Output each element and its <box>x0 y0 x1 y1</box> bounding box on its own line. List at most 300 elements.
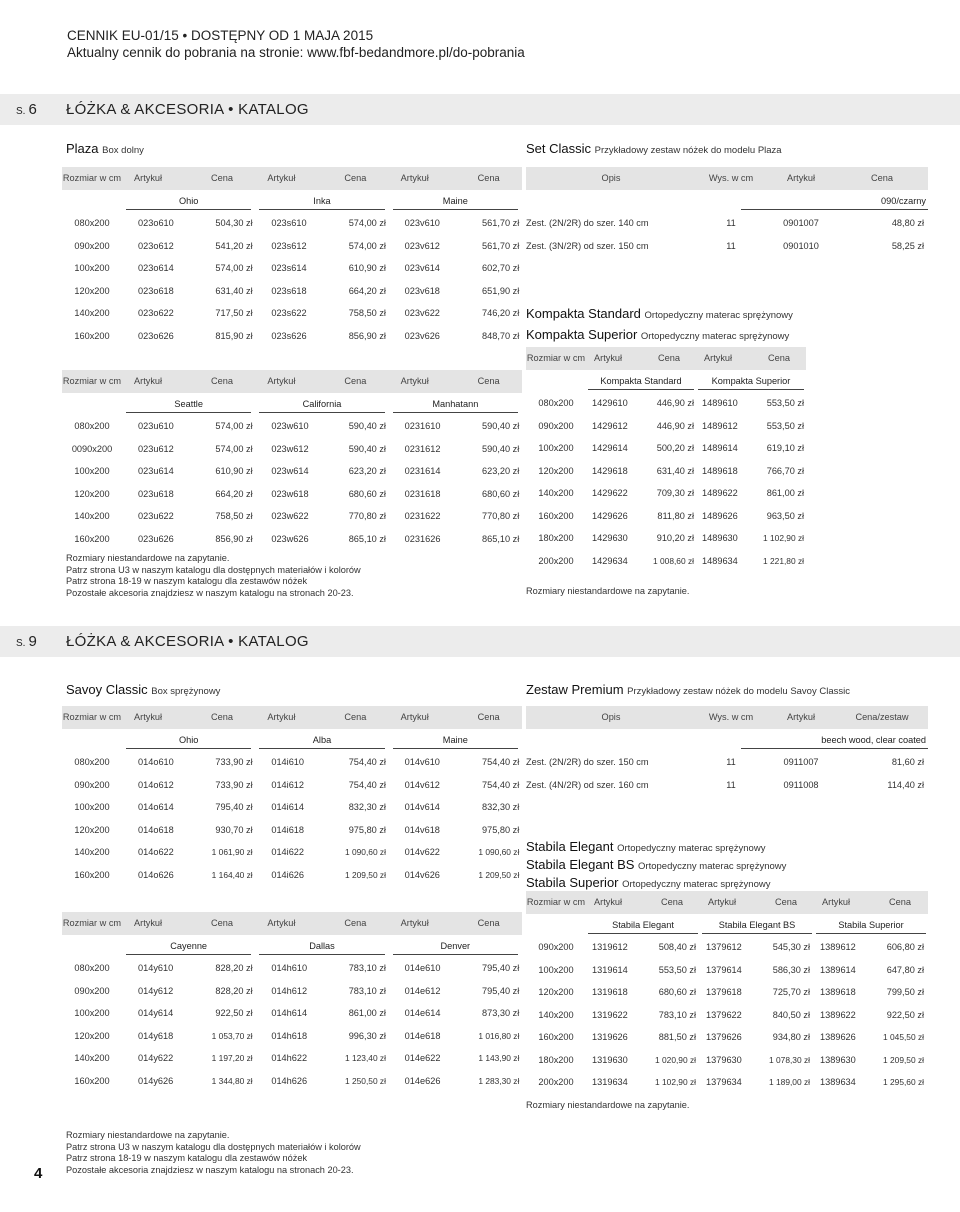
table-group-row <box>62 729 522 752</box>
table-row <box>526 1049 928 1072</box>
table-cell: 140x200 <box>74 847 110 858</box>
product-name: Set Classic <box>526 141 592 156</box>
page-number: 4 <box>34 1165 43 1182</box>
table-cell: Alba <box>312 734 332 745</box>
table-row <box>526 527 806 550</box>
table-cell: 1 016,80 zł <box>478 1030 520 1041</box>
table-cell: Zest. (3N/2R) od szer. 150 cm <box>526 240 649 251</box>
table-cell: 120x200 <box>538 465 574 476</box>
table-cell: 815,90 zł <box>215 330 253 341</box>
table-cell: 023w618 <box>271 488 309 499</box>
price-table <box>62 706 522 886</box>
table-cell: 446,90 zł <box>656 398 694 409</box>
table-cell: 1489634 <box>702 555 738 566</box>
table-cell: 1389614 <box>820 964 856 975</box>
table-row <box>526 437 806 460</box>
table-cell: 023v622 <box>404 308 440 319</box>
table-cell: 014v610 <box>404 757 440 768</box>
group-underline <box>126 209 251 210</box>
table-cell: 680,60 zł <box>658 987 696 998</box>
table-cell: 664,20 zł <box>348 285 386 296</box>
table-cell: 014h618 <box>271 1030 308 1041</box>
table-row <box>62 796 522 819</box>
table-cell: 023s614 <box>271 263 307 274</box>
table-cell: 014o626 <box>138 869 174 880</box>
header-line-2: Aktualny cennik do pobrania na stronie: www.fbf-bedandmore.pl/do-pobrania <box>67 45 525 60</box>
table-cell: 1389618 <box>820 987 856 998</box>
table-cell: 023s622 <box>271 308 307 319</box>
table-cell: 553,50 zł <box>766 398 804 409</box>
table-cell: 1429612 <box>592 420 628 431</box>
table-cell: Cena <box>477 712 500 723</box>
table-row <box>526 392 806 415</box>
table-cell: 680,60 zł <box>348 488 386 499</box>
table-cell: 014y612 <box>138 985 174 996</box>
table-cell: Kompakta Superior <box>711 375 791 386</box>
table-cell: Wys. w cm <box>708 712 754 723</box>
table-cell: 100x200 <box>74 802 110 813</box>
table-cell: 090/czarny <box>881 195 926 206</box>
product-subtitle: Przykładowy zestaw nóżek do modelu Savoy Classic <box>627 686 850 697</box>
table-header-row <box>526 706 928 729</box>
table-cell: 080x200 <box>74 757 110 768</box>
table-cell: 160x200 <box>74 1075 110 1086</box>
table-cell: Maine <box>442 734 468 745</box>
table-cell: Stabila Elegant <box>612 919 674 930</box>
table-cell: 014i612 <box>271 779 305 790</box>
table-cell: 1429630 <box>592 533 628 544</box>
table-cell: beech wood, clear coated <box>821 734 926 745</box>
table-cell: 590,40 zł <box>482 443 520 454</box>
table-cell: 610,90 zł <box>348 263 386 274</box>
product-subtitle: Box dolny <box>102 145 144 156</box>
table-cell: 023w614 <box>271 466 309 477</box>
table-cell: 832,30 zł <box>348 802 386 813</box>
table-cell: 0901010 <box>783 240 819 251</box>
stabila-elegant-bs-title <box>526 857 786 872</box>
table-group-row <box>526 190 928 213</box>
table-row <box>62 774 522 797</box>
notes-page-9 <box>66 1130 361 1176</box>
table-cell: 1379618 <box>706 987 742 998</box>
table-header-row <box>526 167 928 190</box>
table-row <box>62 841 522 864</box>
table-cell: 610,90 zł <box>215 466 253 477</box>
table-cell: 783,10 zł <box>348 985 386 996</box>
table-cell: Cena <box>344 918 367 929</box>
table-cell: 090x200 <box>538 420 574 431</box>
table-cell: Artykuł <box>704 353 733 364</box>
table-row <box>62 302 522 325</box>
product-subtitle: Ortopedyczny materac sprężynowy <box>617 843 766 854</box>
table-cell: 1 045,50 zł <box>883 1032 924 1043</box>
table-header-row <box>62 370 522 393</box>
table-cell: 811,80 zł <box>657 510 694 521</box>
group-underline <box>259 209 384 210</box>
table-cell: 140x200 <box>74 1053 110 1064</box>
table-cell: 795,40 zł <box>482 963 520 974</box>
table-group-row <box>62 190 522 213</box>
table-group-row <box>62 393 522 416</box>
note-line: Rozmiary niestandardowe na zapytanie. <box>66 1130 230 1140</box>
table-cell: 023w610 <box>271 421 309 432</box>
table-cell: 799,50 zł <box>886 987 924 998</box>
table-cell: Rozmiar w cm <box>62 712 122 723</box>
table-cell: Artykuł <box>400 173 429 184</box>
table-cell: Rozmiar w cm <box>62 918 122 929</box>
table-cell: 023o622 <box>138 308 174 319</box>
table-cell: 200x200 <box>538 555 574 566</box>
table-cell: 1 209,50 zł <box>478 869 520 880</box>
table-row <box>526 959 928 982</box>
table-cell: 606,80 zł <box>886 942 924 953</box>
mattress-table <box>526 891 928 1094</box>
table-cell: Opis <box>601 712 621 723</box>
table-cell: 865,10 zł <box>348 533 386 544</box>
table-cell: 0231626 <box>404 533 441 544</box>
table-cell: 014v612 <box>404 779 440 790</box>
table-cell: Cayenne <box>170 940 208 951</box>
table-cell: Zest. (2N/2R) do szer. 140 cm <box>526 218 649 229</box>
table-cell: 014e618 <box>404 1030 441 1041</box>
table-cell: Cena <box>775 897 797 908</box>
table-cell: 828,20 zł <box>215 985 253 996</box>
note-line: Patrz strona 18-19 w naszym katalogu dla zestawów nóżek <box>66 576 308 586</box>
table-cell: 180x200 <box>538 1054 574 1065</box>
table-cell: 1489618 <box>702 465 738 476</box>
table-cell: 504,30 zł <box>215 218 253 229</box>
table-cell: 873,30 zł <box>482 1008 520 1019</box>
table-cell: 080x200 <box>74 421 110 432</box>
table-cell: 545,30 zł <box>772 942 810 953</box>
table-cell: 619,10 zł <box>766 443 804 454</box>
table-cell: 754,40 zł <box>482 779 520 790</box>
table-cell: 014h612 <box>271 985 308 996</box>
band-title: ŁÓŻKA & AKCESORIA • KATALOG <box>66 633 309 650</box>
table-cell: Cena <box>211 173 233 184</box>
table-cell: Seattle <box>174 398 203 409</box>
table-cell: 840,50 zł <box>772 1009 810 1020</box>
table-cell: Cena <box>477 918 500 929</box>
group-underline <box>393 748 518 749</box>
product-name: Stabila Elegant BS <box>526 857 635 872</box>
table-cell: 014i626 <box>271 869 305 880</box>
table-cell: Cena <box>344 712 367 723</box>
table-cell: Cena <box>871 173 893 184</box>
table-row <box>526 751 928 774</box>
table-row <box>526 936 928 959</box>
product-subtitle: Przykładowy zestaw nóżek do modelu Plaza <box>594 145 782 156</box>
table-cell: 014y622 <box>138 1053 174 1064</box>
table-cell: 014v618 <box>404 824 440 835</box>
table-cell: 11 <box>726 779 736 790</box>
table-cell: 746,20 zł <box>482 308 520 319</box>
table-cell: 574,00 zł <box>215 443 253 454</box>
table-cell: 11 <box>726 240 736 251</box>
table-cell: 1389622 <box>820 1009 856 1020</box>
table-cell: 100x200 <box>538 964 574 975</box>
price-table <box>62 370 522 550</box>
table-cell: 586,30 zł <box>772 964 810 975</box>
table-cell: 733,90 zł <box>215 757 253 768</box>
table-cell: 0911007 <box>783 757 819 768</box>
table-row <box>62 819 522 842</box>
stabila-superior-title <box>526 875 771 890</box>
product-name: Kompakta Superior <box>526 327 638 342</box>
table-cell: 023o618 <box>138 285 174 296</box>
table-cell: Cena <box>477 376 500 387</box>
table-cell: 754,40 zł <box>482 757 520 768</box>
table-cell: 080x200 <box>538 398 574 409</box>
table-cell: 023s618 <box>271 285 307 296</box>
table-cell: 090x200 <box>74 779 110 790</box>
table-cell: 1489630 <box>702 533 738 544</box>
table-cell: 631,40 zł <box>215 285 253 296</box>
kompakta-note: Rozmiary niestandardowe na zapytanie. <box>526 586 690 596</box>
table-cell: 0231618 <box>404 488 441 499</box>
table-cell: Artykuł <box>400 918 429 929</box>
table-cell: Artykuł <box>594 897 623 908</box>
table-cell: 100x200 <box>74 1008 110 1019</box>
product-name: Stabila Elegant <box>526 839 614 854</box>
table-cell: Artykuł <box>267 376 296 387</box>
stabila-note: Rozmiary niestandardowe na zapytanie. <box>526 1100 690 1110</box>
table-cell: Maine <box>442 195 468 206</box>
table-group-row <box>526 370 806 393</box>
note-line: Rozmiary niestandardowe na zapytanie. <box>66 553 230 563</box>
table-cell: 623,20 zł <box>348 466 386 477</box>
table-cell: 590,40 zł <box>348 443 386 454</box>
table-cell: 865,10 zł <box>482 533 520 544</box>
table-cell: 014o614 <box>138 802 174 813</box>
table-cell: 023s626 <box>271 330 307 341</box>
table-cell: Ohio <box>178 195 199 206</box>
kompakta-standard-title <box>526 306 793 321</box>
table-group-row <box>526 914 928 937</box>
table-cell: Cena <box>768 353 790 364</box>
table-cell: Cena <box>661 897 683 908</box>
table-cell: 1 078,30 zł <box>769 1054 810 1065</box>
table-cell: 574,00 zł <box>348 240 386 251</box>
table-cell: 014i614 <box>271 802 305 813</box>
table-cell: Artykuł <box>134 918 163 929</box>
table-row <box>62 438 522 461</box>
table-cell: 114,40 zł <box>887 779 924 790</box>
table-row <box>62 257 522 280</box>
table-row <box>62 235 522 258</box>
table-cell: 180x200 <box>538 533 574 544</box>
group-underline <box>741 209 928 210</box>
table-cell: 023w626 <box>271 533 309 544</box>
table-row <box>526 1004 928 1027</box>
product-name: Plaza <box>66 141 99 156</box>
table-cell: 1 295,60 zł <box>883 1077 924 1088</box>
kompakta-superior-title <box>526 327 789 342</box>
table-cell: Zest. (4N/2R) od szer. 160 cm <box>526 779 649 790</box>
table-cell: 160x200 <box>538 510 574 521</box>
table-cell: 023u622 <box>138 511 174 522</box>
table-cell: 0090x200 <box>71 443 113 454</box>
table-cell: 1429622 <box>592 488 628 499</box>
table-row <box>62 325 522 348</box>
table-cell: 140x200 <box>74 511 110 522</box>
premium-title <box>526 682 850 697</box>
table-cell: 58,25 zł <box>891 240 924 251</box>
table-header-row <box>62 912 522 935</box>
table-cell: 014e626 <box>404 1075 441 1086</box>
table-cell: 647,80 zł <box>886 964 924 975</box>
table-cell: 014o622 <box>138 847 174 858</box>
table-cell: 023o626 <box>138 330 174 341</box>
table-row <box>526 235 928 258</box>
table-cell: 754,40 zł <box>348 779 386 790</box>
table-header-row <box>526 347 806 370</box>
table-row <box>526 981 928 1004</box>
group-underline <box>698 389 804 390</box>
table-cell: 1 283,30 zł <box>478 1075 520 1086</box>
table-cell: Artykuł <box>822 897 851 908</box>
table-cell: Wys. w cm <box>708 173 754 184</box>
table-row <box>62 1025 522 1048</box>
table-cell: 014h614 <box>271 1008 308 1019</box>
table-cell: 1 197,20 zł <box>211 1053 253 1064</box>
table-cell: 766,70 zł <box>766 465 804 476</box>
table-cell: 140x200 <box>538 488 574 499</box>
table-cell: 574,00 zł <box>215 263 253 274</box>
table-cell: 541,20 zł <box>215 240 253 251</box>
group-underline <box>259 954 384 955</box>
table-cell: 120x200 <box>74 285 110 296</box>
table-cell: 651,90 zł <box>482 285 520 296</box>
table-cell: Artykuł <box>400 712 429 723</box>
product-subtitle: Ortopedyczny materac sprężynowy <box>644 310 793 321</box>
section-band-page-9 <box>0 626 960 657</box>
note-line: Patrz strona U3 w naszym katalogu dla dostępnych materiałów i kolorów <box>66 564 361 575</box>
savoy-title <box>66 682 220 697</box>
stabila-elegant-title <box>526 839 765 854</box>
table-cell: 1429610 <box>592 398 628 409</box>
table-cell: 783,10 zł <box>348 963 386 974</box>
table-cell: 848,70 zł <box>482 330 520 341</box>
group-underline <box>393 209 518 210</box>
table-cell: 120x200 <box>74 1030 110 1041</box>
table-cell: 922,50 zł <box>215 1008 253 1019</box>
table-cell: Opis <box>601 173 621 184</box>
table-cell: Artykuł <box>786 173 816 184</box>
table-cell: 014y614 <box>138 1008 174 1019</box>
table-cell: Stabila Elegant BS <box>718 919 796 930</box>
note-line: Patrz strona U3 w naszym katalogu dla dostępnych materiałów i kolorów <box>66 1141 361 1152</box>
table-row <box>62 415 522 438</box>
table-cell: 1 090,60 zł <box>478 847 520 858</box>
table-cell: 709,30 zł <box>656 488 694 499</box>
table-cell: 832,30 zł <box>482 802 520 813</box>
page-ref: 9 <box>28 633 37 650</box>
table-cell: 963,50 zł <box>766 510 804 521</box>
table-cell: 014h622 <box>271 1053 308 1064</box>
table-cell: 561,70 zł <box>482 218 520 229</box>
table-cell: 1319618 <box>592 987 628 998</box>
table-cell: 717,50 zł <box>215 308 253 319</box>
table-row <box>526 415 806 438</box>
table-cell: 014e610 <box>404 963 441 974</box>
table-cell: 0231614 <box>404 466 441 477</box>
table-cell: 014y618 <box>138 1030 174 1041</box>
table-row <box>526 460 806 483</box>
table-cell: Stabila Superior <box>838 919 904 930</box>
table-row <box>62 528 522 551</box>
table-cell: Rozmiar w cm <box>62 173 122 184</box>
legset-table <box>526 706 928 796</box>
band-title: ŁÓŻKA & AKCESORIA • KATALOG <box>66 101 309 118</box>
product-subtitle: Box sprężynowy <box>151 686 221 697</box>
table-cell: 1389634 <box>820 1077 856 1088</box>
table-cell: 553,50 zł <box>766 420 804 431</box>
table-cell: Artykuł <box>594 353 623 364</box>
page-prefix: S. <box>16 106 26 117</box>
table-cell: 023v612 <box>404 240 440 251</box>
table-cell: 160x200 <box>74 869 110 880</box>
table-cell: 160x200 <box>538 1032 574 1043</box>
table-cell: 1319630 <box>592 1054 628 1065</box>
table-cell: 1489612 <box>702 420 738 431</box>
table-cell: 1 123,40 zł <box>345 1053 386 1064</box>
table-cell: 1429614 <box>592 443 628 454</box>
table-cell: 754,40 zł <box>348 757 386 768</box>
table-cell: 014i618 <box>271 824 305 835</box>
table-cell: 0231622 <box>404 511 441 522</box>
table-row <box>526 482 806 505</box>
price-table <box>62 912 522 1092</box>
group-underline <box>126 412 251 413</box>
table-cell: 160x200 <box>74 533 110 544</box>
table-cell: Kompakta Standard <box>600 375 682 386</box>
table-cell: California <box>302 398 342 409</box>
table-cell: 1389612 <box>820 942 856 953</box>
table-cell: 1 250,50 zł <box>345 1075 386 1086</box>
table-cell: 590,40 zł <box>348 421 386 432</box>
table-cell: 023w612 <box>271 443 309 454</box>
table-cell: 023v614 <box>404 263 440 274</box>
table-row <box>526 212 928 235</box>
table-cell: Cena <box>211 712 233 723</box>
group-underline <box>393 954 518 955</box>
table-cell: Cena <box>344 376 367 387</box>
table-cell: 120x200 <box>74 824 110 835</box>
table-row <box>62 212 522 235</box>
group-underline <box>126 748 251 749</box>
table-cell: 023u610 <box>138 421 174 432</box>
table-cell: 1 344,80 zł <box>211 1075 253 1086</box>
table-cell: 090x200 <box>74 240 110 251</box>
table-row <box>526 1071 928 1094</box>
table-cell: 1 020,90 zł <box>655 1054 696 1065</box>
table-cell: 922,50 zł <box>886 1009 924 1020</box>
table-cell: 770,80 zł <box>348 511 386 522</box>
table-cell: Artykuł <box>267 918 296 929</box>
table-cell: 023s610 <box>271 218 307 229</box>
table-cell: 023s612 <box>271 240 307 251</box>
table-cell: Artykuł <box>267 712 296 723</box>
table-cell: 014h626 <box>271 1075 308 1086</box>
product-name: Stabila Superior <box>526 875 619 890</box>
table-cell: 758,50 zł <box>348 308 386 319</box>
product-name: Kompakta Standard <box>526 306 641 321</box>
product-name: Savoy Classic <box>66 682 148 697</box>
table-cell: 1 008,60 zł <box>653 555 694 566</box>
table-cell: 014i622 <box>271 847 305 858</box>
group-underline <box>259 412 384 413</box>
